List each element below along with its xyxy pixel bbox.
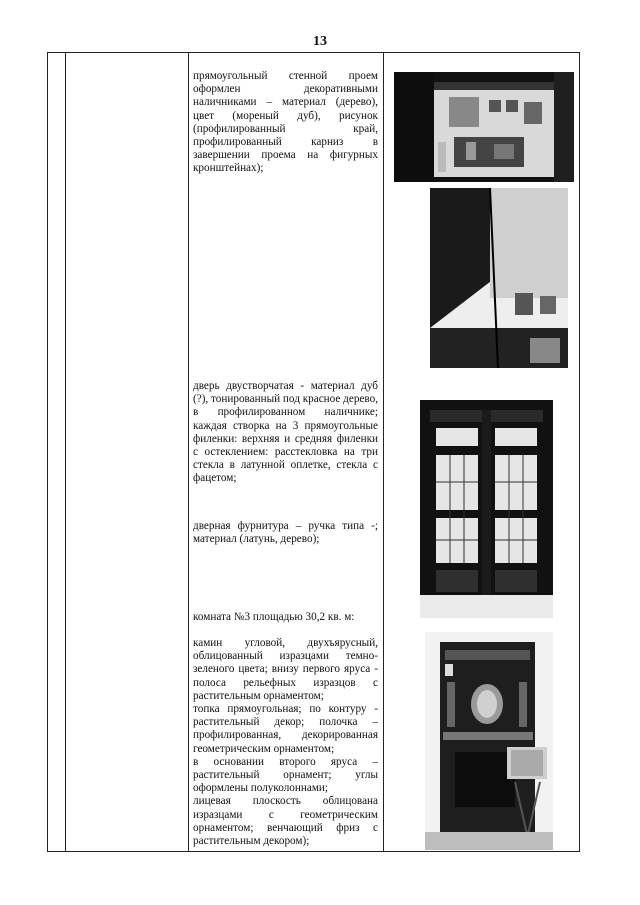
photo-room-corner (430, 188, 568, 368)
column-divider (188, 53, 189, 851)
photo-double-door (420, 400, 553, 618)
column-divider (65, 53, 66, 851)
fireplace-facing-line: лицевая плоскость облицована изразцами с геометрическим орнаментом; венчающий фриз с растительным декором); (193, 795, 378, 848)
page-number: 13 (313, 34, 327, 49)
column-divider (383, 53, 384, 851)
text-door-hardware: дверная фурнитура – ручка типа -; материал (латунь, дерево); (193, 520, 378, 546)
text-fireplace: камин угловой, двухъярусный, облицованный изразцами темно-зеленого цвета; внизу первого яруса - полоса рельефных изразцов с растительным орнаментом; топка прямоугольная; по контуру - растительный декор; полочка – профилированная, декорированная геометрическим орнаментом; в основании второго яруса – растительный орнамент; углы оформлены полуколоннами; лицевая плоскость облицована изразцами с геометрическим орнаментом; венчающий фриз с растительным декором); (193, 637, 378, 848)
text-room-3: комната №3 площадью 30,2 кв. м: (193, 611, 355, 623)
fireplace-second-tier-line: в основании второго яруса – растительный орнамент; углы оформлены полуколоннами; (193, 755, 378, 795)
fireplace-firebox-line: топка прямоугольная; по контуру - растительный декор; полочка – профилированная, декорированная геометрическим орнаментом; (193, 703, 378, 755)
photo-corner-fireplace (425, 632, 553, 850)
text-double-door: дверь двустворчатая - материал дуб (?), тонированный под красное дерево, в профилированном наличнике; каждая створка на 3 прямоугольные филенки: верхняя и средняя филенки с остеклением: расстекловка на три стекла в латунной оплетке, стекла с фацетом; (193, 380, 378, 485)
photo-doorway-interior (394, 72, 574, 182)
text-doorway-trim: прямоугольный стенной проем оформлен декоративными наличниками – материал (дерево), цвет (мореный дуб), рисунок (профилированный край, профилированный карниз в завершении проема на фигурных кронштейнах); (193, 70, 378, 175)
